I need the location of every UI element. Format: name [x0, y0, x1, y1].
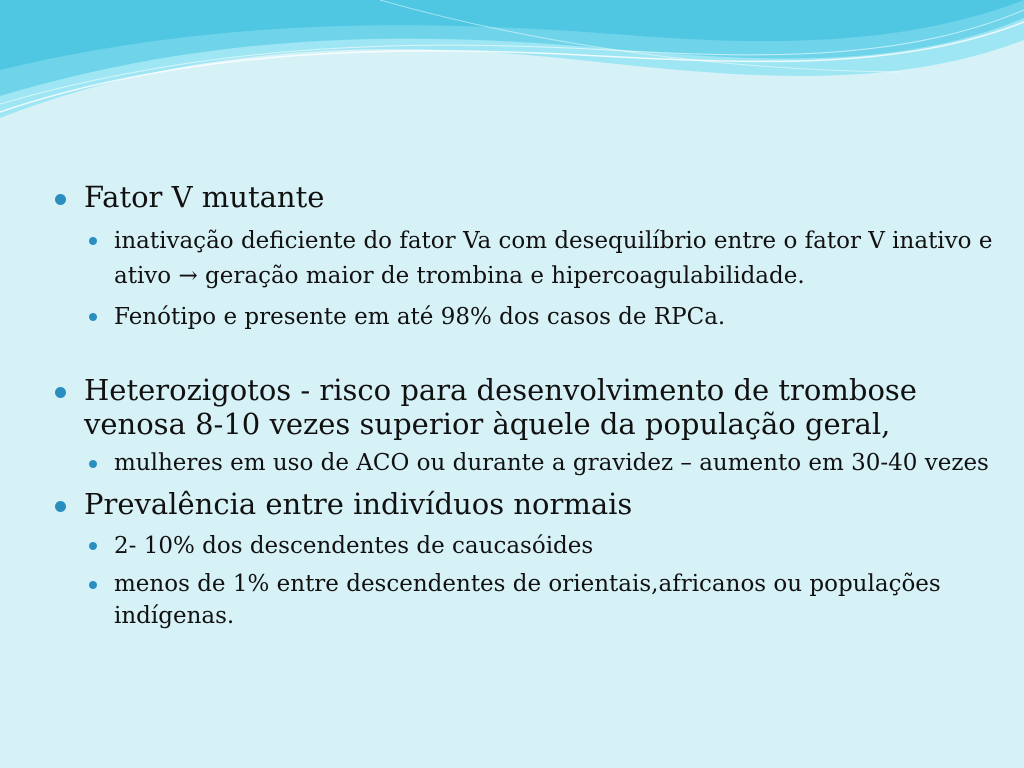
- bullet-item: [52, 373, 1017, 441]
- bullet-dot-icon: [55, 387, 66, 398]
- bullet-list: [52, 180, 1017, 632]
- sub-bullet-dot-icon: [89, 581, 97, 589]
- sub-bullet-item: [52, 568, 1017, 632]
- bullet-text: Heterozigotos - risco para desenvolvimento de trombose venosa 8-10 vezes superior àquele da população geral,: [84, 373, 917, 441]
- sub-bullet-text: mulheres em uso de ACO ou durante a gravidez – aumento em 30-40 vezes: [114, 450, 989, 476]
- bullet-item: [52, 487, 1017, 521]
- bullet-dot-icon: [55, 501, 66, 512]
- sub-bullet-dot-icon: [89, 460, 97, 468]
- sub-bullet-item: [52, 447, 1017, 479]
- sub-bullet-text: Fenótipo e presente em até 98% dos casos de RPCa.: [114, 304, 726, 330]
- bullet-dot-icon: [55, 194, 66, 205]
- bullet-item: [52, 180, 1017, 214]
- sub-bullet-item: [52, 300, 1017, 335]
- sub-bullet-dot-icon: [89, 237, 97, 245]
- sub-bullet-item: [52, 529, 1017, 564]
- bullet-text: Prevalência entre indivíduos normais: [84, 487, 633, 521]
- sub-bullet-text: menos de 1% entre descendentes de orientais,africanos ou populações indígenas.: [114, 571, 941, 629]
- sub-bullet-dot-icon: [89, 542, 97, 550]
- sub-bullet-text: inativação deficiente do fator Va com desequilíbrio entre o fator V inativo e ativo → geração maior de trombina e hipercoagulabilidade.: [114, 228, 993, 289]
- wave-header-decoration: [0, 0, 1024, 130]
- sub-bullet-item: [52, 224, 1017, 294]
- bullet-text: Fator V mutante: [84, 180, 325, 214]
- sub-bullet-text: 2- 10% dos descendentes de caucasóides: [114, 533, 594, 559]
- sub-bullet-dot-icon: [89, 313, 97, 321]
